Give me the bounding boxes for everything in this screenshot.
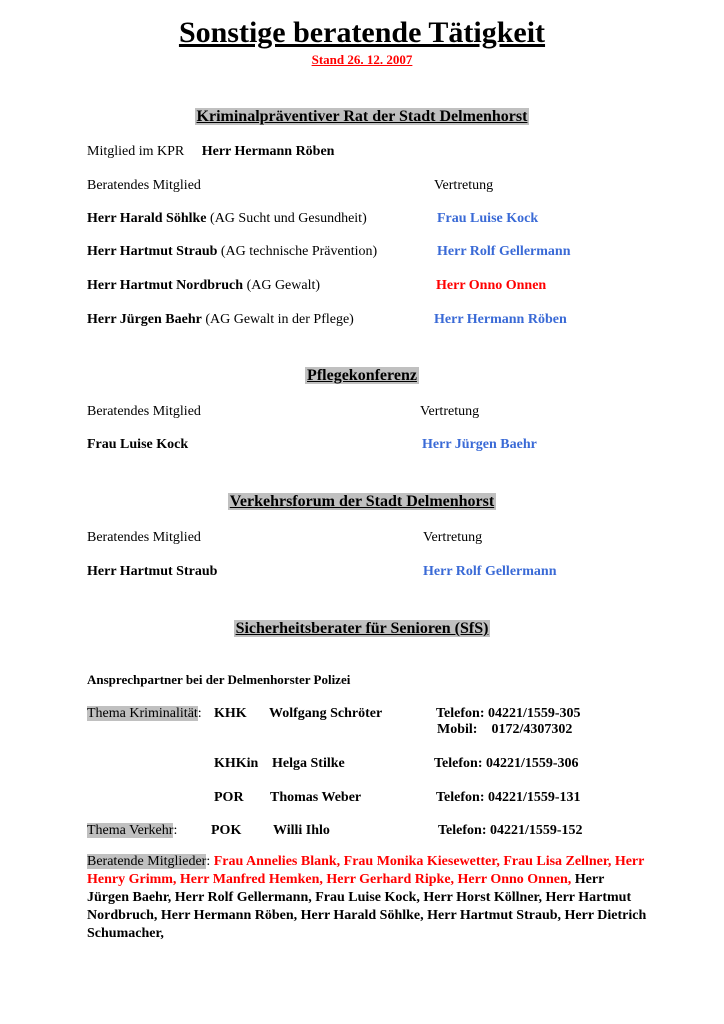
contact-1-rank: KHK [214,706,247,721]
contact-1-name: Wolfgang Schröter [269,706,383,721]
section-heading-verkehr [0,493,724,511]
verkehr-member-name: Herr Hartmut Straub [87,564,218,579]
kpr-row-1-vertretung: Frau Luise Kock [437,211,539,226]
members-red: Frau Annelies Blank, Frau Monika Kiesewetter, Frau Lisa Zellner, Herr Henry Grimm, Herr Manfred Hemken, Herr Gerhard Ripke, Herr Onno Onnen, [87,854,645,887]
verkehr-col-right-header: Vertretung [423,530,483,545]
members-black: Herr Jürgen Baehr, Herr Rolf Gellermann, Frau Luise Kock, Herr Horst Köllner, Herr Hartmut Nordbruch, Herr Hermann Röben, Herr Harald Söhlke, Herr Hartmut Straub, Herr Dietrich Schumacher, [87,872,647,941]
thema-verkehr-label: Thema Verkehr [87,823,174,838]
pflege-col-left-header: Beratendes Mitglied [87,404,201,419]
thema-verkehr [87,823,177,839]
thema-kriminalitaet [87,706,202,722]
kpr-row-4-vertretung: Herr Hermann Röben [434,312,567,327]
kpr-member-row [87,144,334,160]
kpr-row-3 [87,278,320,294]
verkehr-vertretung: Herr Rolf Gellermann [423,564,557,579]
kpr-row-1 [87,211,367,227]
kpr-heading-text: Kriminalpräventiver Rat der Stadt Delmenhorst [196,108,528,125]
contact-1-phone: Telefon: 04221/1559-305 [436,706,581,721]
kpr-row-2-vertretung: Herr Rolf Gellermann [437,244,571,259]
kpr-col-right-header: Vertretung [434,178,494,193]
kpr-member-name: Herr Hermann Röben [201,144,335,159]
kpr-row-4-ag: (AG Gewalt in der Pflege) [201,312,354,327]
contact-2-rank: KHKin [214,756,259,771]
beratende-mitglieder [87,853,647,943]
kpr-row-3-name: Herr Hartmut Nordbruch [87,278,244,293]
document-title: Sonstige beratende Tätigkeit [178,16,546,49]
verkehr-col-left-header: Beratendes Mitglied [87,530,201,545]
sfs-heading-text: Sicherheitsberater für Senioren (SfS) [235,620,489,637]
contact-4-phone: Telefon: 04221/1559-152 [438,823,583,838]
verkehr-heading-text: Verkehrsforum der Stadt Delmenhorst [229,493,495,510]
beratende-mitglieder-colon: : [206,854,211,869]
contact-1-mobile: Mobil: 0172/4307302 [437,722,573,737]
contact-2-name: Helga Stilke [272,756,345,771]
beratende-mitglieder-label: Beratende Mitglieder [87,854,207,869]
kpr-member-label: Mitglied im KPR [87,144,185,159]
contact-3-name: Thomas Weber [270,790,362,805]
kpr-row-4 [87,312,354,328]
contact-3-phone: Telefon: 04221/1559-131 [436,790,581,805]
pflege-vertretung: Herr Jürgen Baehr [422,437,537,452]
section-heading-pflege [0,367,724,385]
contact-4-rank: POK [211,823,242,838]
pflege-member-name: Frau Luise Kock [87,437,189,452]
pflege-col-right-header: Vertretung [420,404,480,419]
sfs-ansprechpartner: Ansprechpartner bei der Delmenhorster Polizei [87,672,351,687]
kpr-row-1-ag: (AG Sucht und Gesundheit) [206,211,367,226]
kpr-col-left-header: Beratendes Mitglied [87,178,201,193]
pflege-heading-text: Pflegekonferenz [307,367,417,384]
thema-verkehr-colon: : [173,823,178,838]
kpr-row-3-vertretung: Herr Onno Onnen [436,278,547,293]
section-heading-sfs [0,620,724,638]
contact-2-phone: Telefon: 04221/1559-306 [434,756,579,771]
kpr-row-1-name: Herr Harald Söhlke [87,211,207,226]
kpr-row-2 [87,244,377,260]
contact-3-rank: POR [214,790,244,805]
kpr-row-3-ag: (AG Gewalt) [243,278,321,293]
thema-kriminalitaet-label: Thema Kriminalität [87,706,198,721]
section-heading-kpr [0,108,724,126]
kpr-row-4-name: Herr Jürgen Baehr [87,312,202,327]
contact-4-name: Willi Ihlo [273,823,330,838]
kpr-row-2-ag: (AG technische Prävention) [217,244,378,259]
thema-kriminalitaet-colon: : [197,706,202,721]
kpr-row-2-name: Herr Hartmut Straub [87,244,218,259]
stand-date: Stand 26. 12. 2007 [311,52,413,67]
